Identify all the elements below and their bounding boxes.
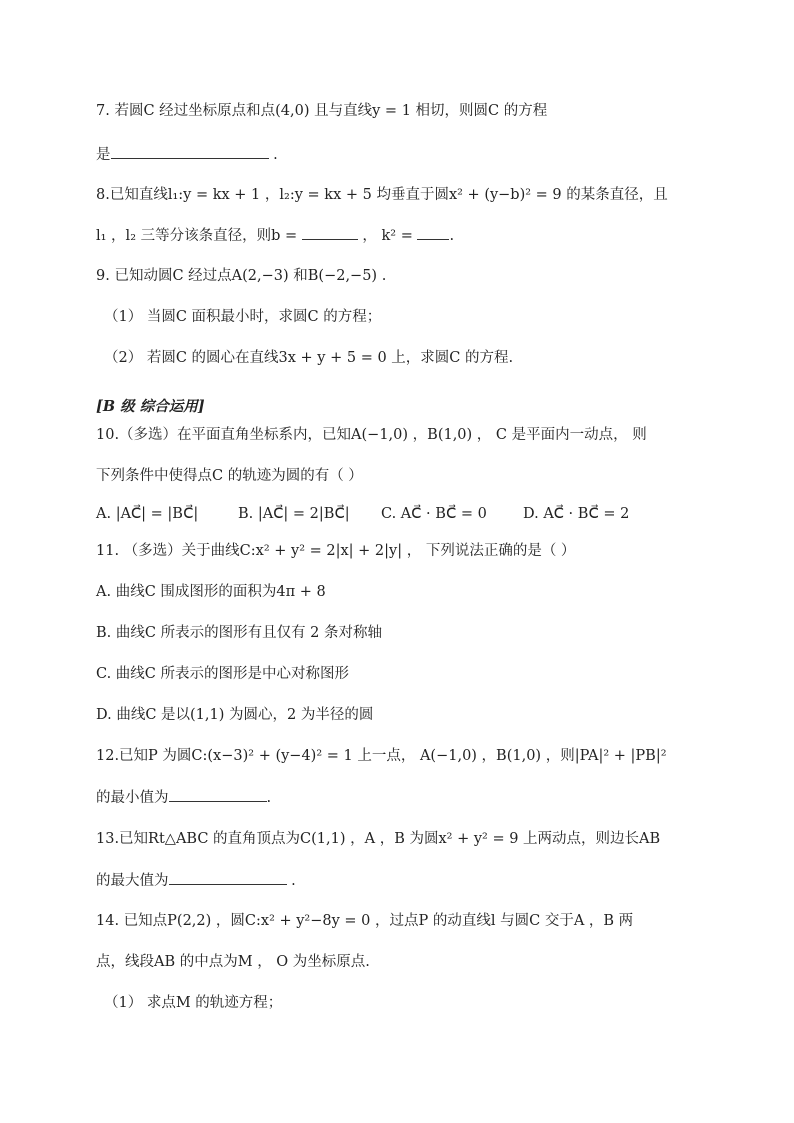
question-10-option-b: B. |AC⃗| = 2|BC⃗| bbox=[238, 506, 350, 522]
question-7-line-2 bbox=[96, 144, 716, 165]
question-12-suffix: . bbox=[266, 790, 272, 806]
question-9-sub-2: （2） 若圆C 的圆心在直线3x + y + 5 = 0 上，求圆C 的方程. bbox=[104, 350, 514, 366]
answer-blank-q8-b[interactable] bbox=[302, 225, 358, 240]
question-10-line-1: 10.（多选）在平面直角坐标系内，已知A(−1,0) ，B(1,0) ， C 是平面内一动点， 则 bbox=[96, 427, 647, 443]
question-9-stem: 9. 已知动圆C 经过点A(2,−3) 和B(−2,−5) . bbox=[96, 268, 387, 284]
question-14-sub-1: （1） 求点M 的轨迹方程； bbox=[104, 995, 283, 1011]
answer-blank-q13[interactable] bbox=[169, 870, 287, 885]
question-13-line-1: 13.已知Rt△ABC 的直角顶点为C(1,1) ，A ，B 为圆x² + y² = 9 上两动点，则边长AB bbox=[96, 831, 661, 847]
question-10-option-a: A. |AC⃗| = |BC⃗| bbox=[96, 506, 199, 522]
question-11-stem: 11. （多选）关于曲线C:x² + y² = 2|x| + 2|y| ， 下列说法正确的是（ ） bbox=[96, 543, 576, 559]
question-12-prefix: 的最小值为 bbox=[96, 790, 169, 806]
question-8-text-c: . bbox=[449, 228, 455, 244]
question-10-option-d: D. AC⃗ · BC⃗ = 2 bbox=[523, 506, 630, 522]
question-11-option-c: C. 曲线C 所表示的图形是中心对称图形 bbox=[96, 666, 349, 682]
question-8-line-2 bbox=[96, 225, 716, 246]
question-7-line-1: 7. 若圆C 经过坐标原点和点(4,0) 且与直线y = 1 相切，则圆C 的方程 bbox=[96, 103, 548, 119]
question-7-prefix: 是 bbox=[96, 147, 111, 163]
question-7-suffix: . bbox=[268, 147, 278, 163]
question-10-line-2: 下列条件中使得点C 的轨迹为圆的有（ ） bbox=[96, 468, 363, 484]
question-9-sub-1: （1） 当圆C 面积最小时，求圆C 的方程； bbox=[104, 309, 382, 325]
question-8-text-a: l₁ ，l₂ 三等分该条直径，则b = bbox=[96, 228, 302, 244]
question-11-option-d: D. 曲线C 是以(1,1) 为圆心，2 为半径的圆 bbox=[96, 707, 374, 723]
answer-blank-q8-k[interactable] bbox=[417, 225, 449, 240]
question-12-line-2 bbox=[96, 787, 716, 808]
question-14-line-1: 14. 已知点P(2,2) ，圆C:x² + y²−8y = 0 ，过点P 的动直线l 与圆C 交于A ，B 两 bbox=[96, 913, 634, 929]
question-10-option-c: C. AC⃗ · BC⃗ = 0 bbox=[381, 506, 487, 522]
question-14-line-2: 点，线段AB 的中点为M ， O 为坐标原点. bbox=[96, 954, 370, 970]
section-b-heading: [B 级 综合运用] bbox=[96, 398, 205, 415]
question-11-option-b: B. 曲线C 所表示的图形有且仅有 2 条对称轴 bbox=[96, 625, 383, 641]
question-13-prefix: 的最大值为 bbox=[96, 873, 169, 889]
question-13-suffix: . bbox=[286, 873, 296, 889]
answer-blank-q12[interactable] bbox=[169, 787, 267, 802]
question-8-line-1: 8.已知直线l₁:y = kx + 1 ，l₂:y = kx + 5 均垂直于圆x² + (y−b)² = 9 的某条直径，且 bbox=[96, 187, 668, 203]
question-12-line-1: 12.已知P 为圆C:(x−3)² + (y−4)² = 1 上一点， A(−1,0) ，B(1,0) ，则|PA|² + |PB|² bbox=[96, 748, 667, 764]
answer-blank-q7[interactable] bbox=[111, 144, 269, 159]
question-13-line-2 bbox=[96, 870, 716, 891]
question-8-text-b: ， k² = bbox=[357, 228, 418, 244]
question-11-option-a: A. 曲线C 围成图形的面积为4π + 8 bbox=[96, 584, 326, 600]
